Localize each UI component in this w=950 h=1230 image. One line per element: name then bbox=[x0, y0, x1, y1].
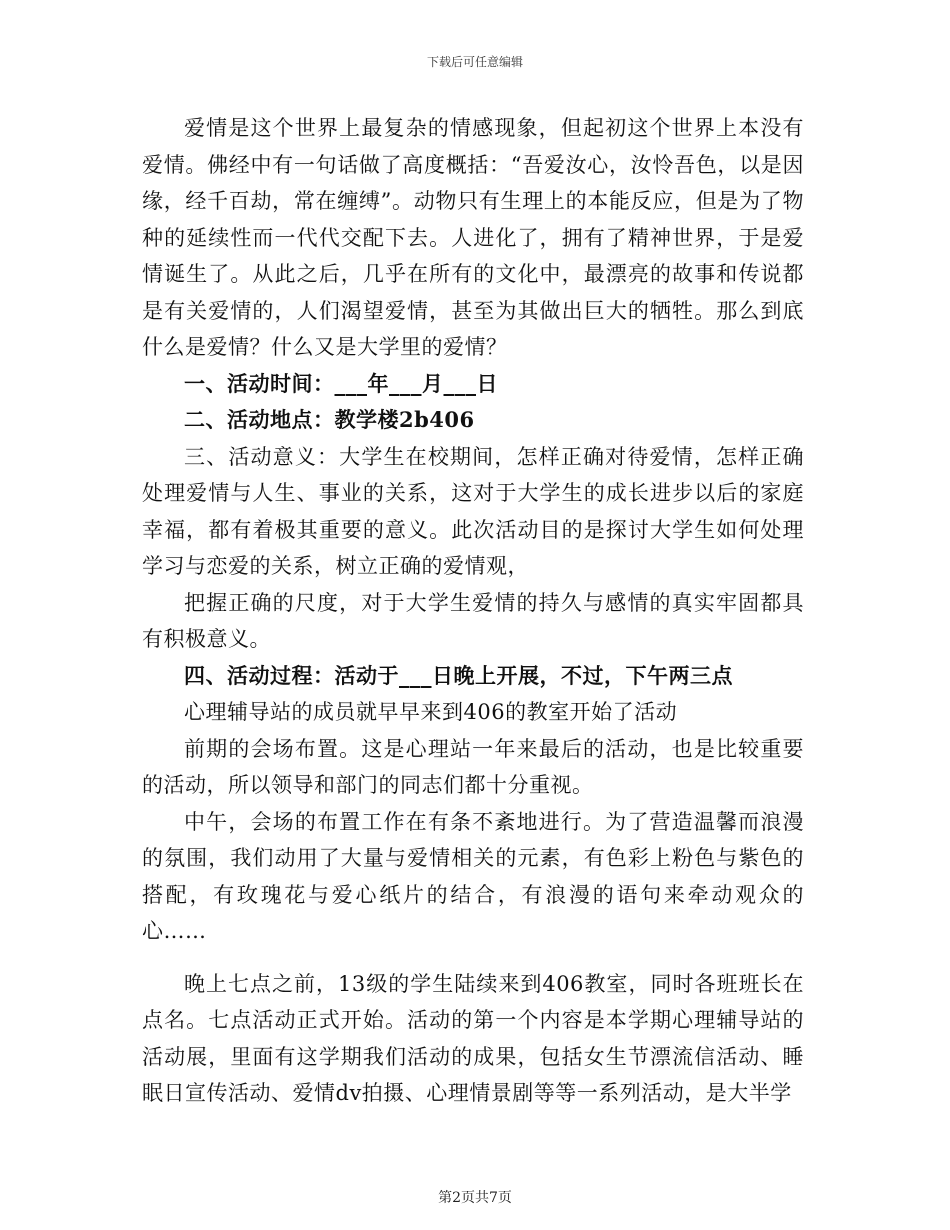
heading-activity-process: 四、活动过程：活动于___日晚上开展，不过，下午两三点 bbox=[184, 662, 733, 688]
paragraph-process-members: 心理辅导站的成员就早早来到406的教室开始了活动 bbox=[184, 700, 678, 724]
paragraph-venue-setup: 前期的会场布置。这是心理站一年来最后的活动，也是比较重要的活动，所以领导和部门的同志们都十分重视。 bbox=[142, 736, 804, 797]
paragraph-intro: 爱情是这个世界上最复杂的情感现象，但起初这个世界上本没有爱情。佛经中有一句话做了高度概括：“吾爱汝心，汝怜吾色，以是因缘，经千百劫，常在缠缚”。动物只有生理上的本能反应，但是为了物种的延续性而一代代交配下去。人进化了，拥有了精神世界，于是爱情诞生了。从此之后，几乎在所有的文化中，最漂亮的故事和传说都是有关爱情的，人们渴望爱情，甚至为其做出巨大的牺牲。那么到底什么是爱情？什么又是大学里的爱情？ bbox=[142, 116, 804, 359]
heading-activity-time: 一、活动时间：___年___月___日 bbox=[184, 370, 498, 396]
page-header: 下载后可任意编辑 bbox=[426, 55, 523, 69]
paragraph-activity-meaning: 三、活动意义：大学生在校期间，怎样正确对待爱情，怎样正确处理爱情与人生、事业的关系，这对于大学生的成长进步以后的家庭幸福，都有着极其重要的意义。此次活动目的是探讨大学生如何处理学习与恋爱的关系，树立正确的爱情观， bbox=[142, 444, 804, 578]
page-number: 第2页共7页 bbox=[438, 1190, 512, 1206]
paragraph-evening-start: 晚上七点之前，13级的学生陆续来到406教室，同时各班班长在点名。七点活动正式开始。活动的第一个内容是本学期心理辅导站的活动展，里面有这学期我们活动的成果，包括女生节漂流信活动、睡眠日宣传活动、爱情dv拍摄、心理情景剧等等一系列活动，是大半学 bbox=[142, 971, 804, 1105]
document-body bbox=[142, 110, 804, 1112]
paragraph-noon-decoration: 中午，会场的布置工作在有条不紊地进行。为了营造温馨而浪漫的氛围，我们动用了大量与爱情相关的元素，有色彩上粉色与紫色的搭配，有玫瑰花与爱心纸片的结合，有浪漫的语句来牵动观众的心…… bbox=[142, 809, 804, 943]
heading-activity-location: 二、活动地点：教学楼2b406 bbox=[184, 407, 475, 432]
paragraph-meaning-continued: 把握正确的尺度，对于大学生爱情的持久与感情的真实牢固都具有积极意义。 bbox=[142, 590, 804, 651]
